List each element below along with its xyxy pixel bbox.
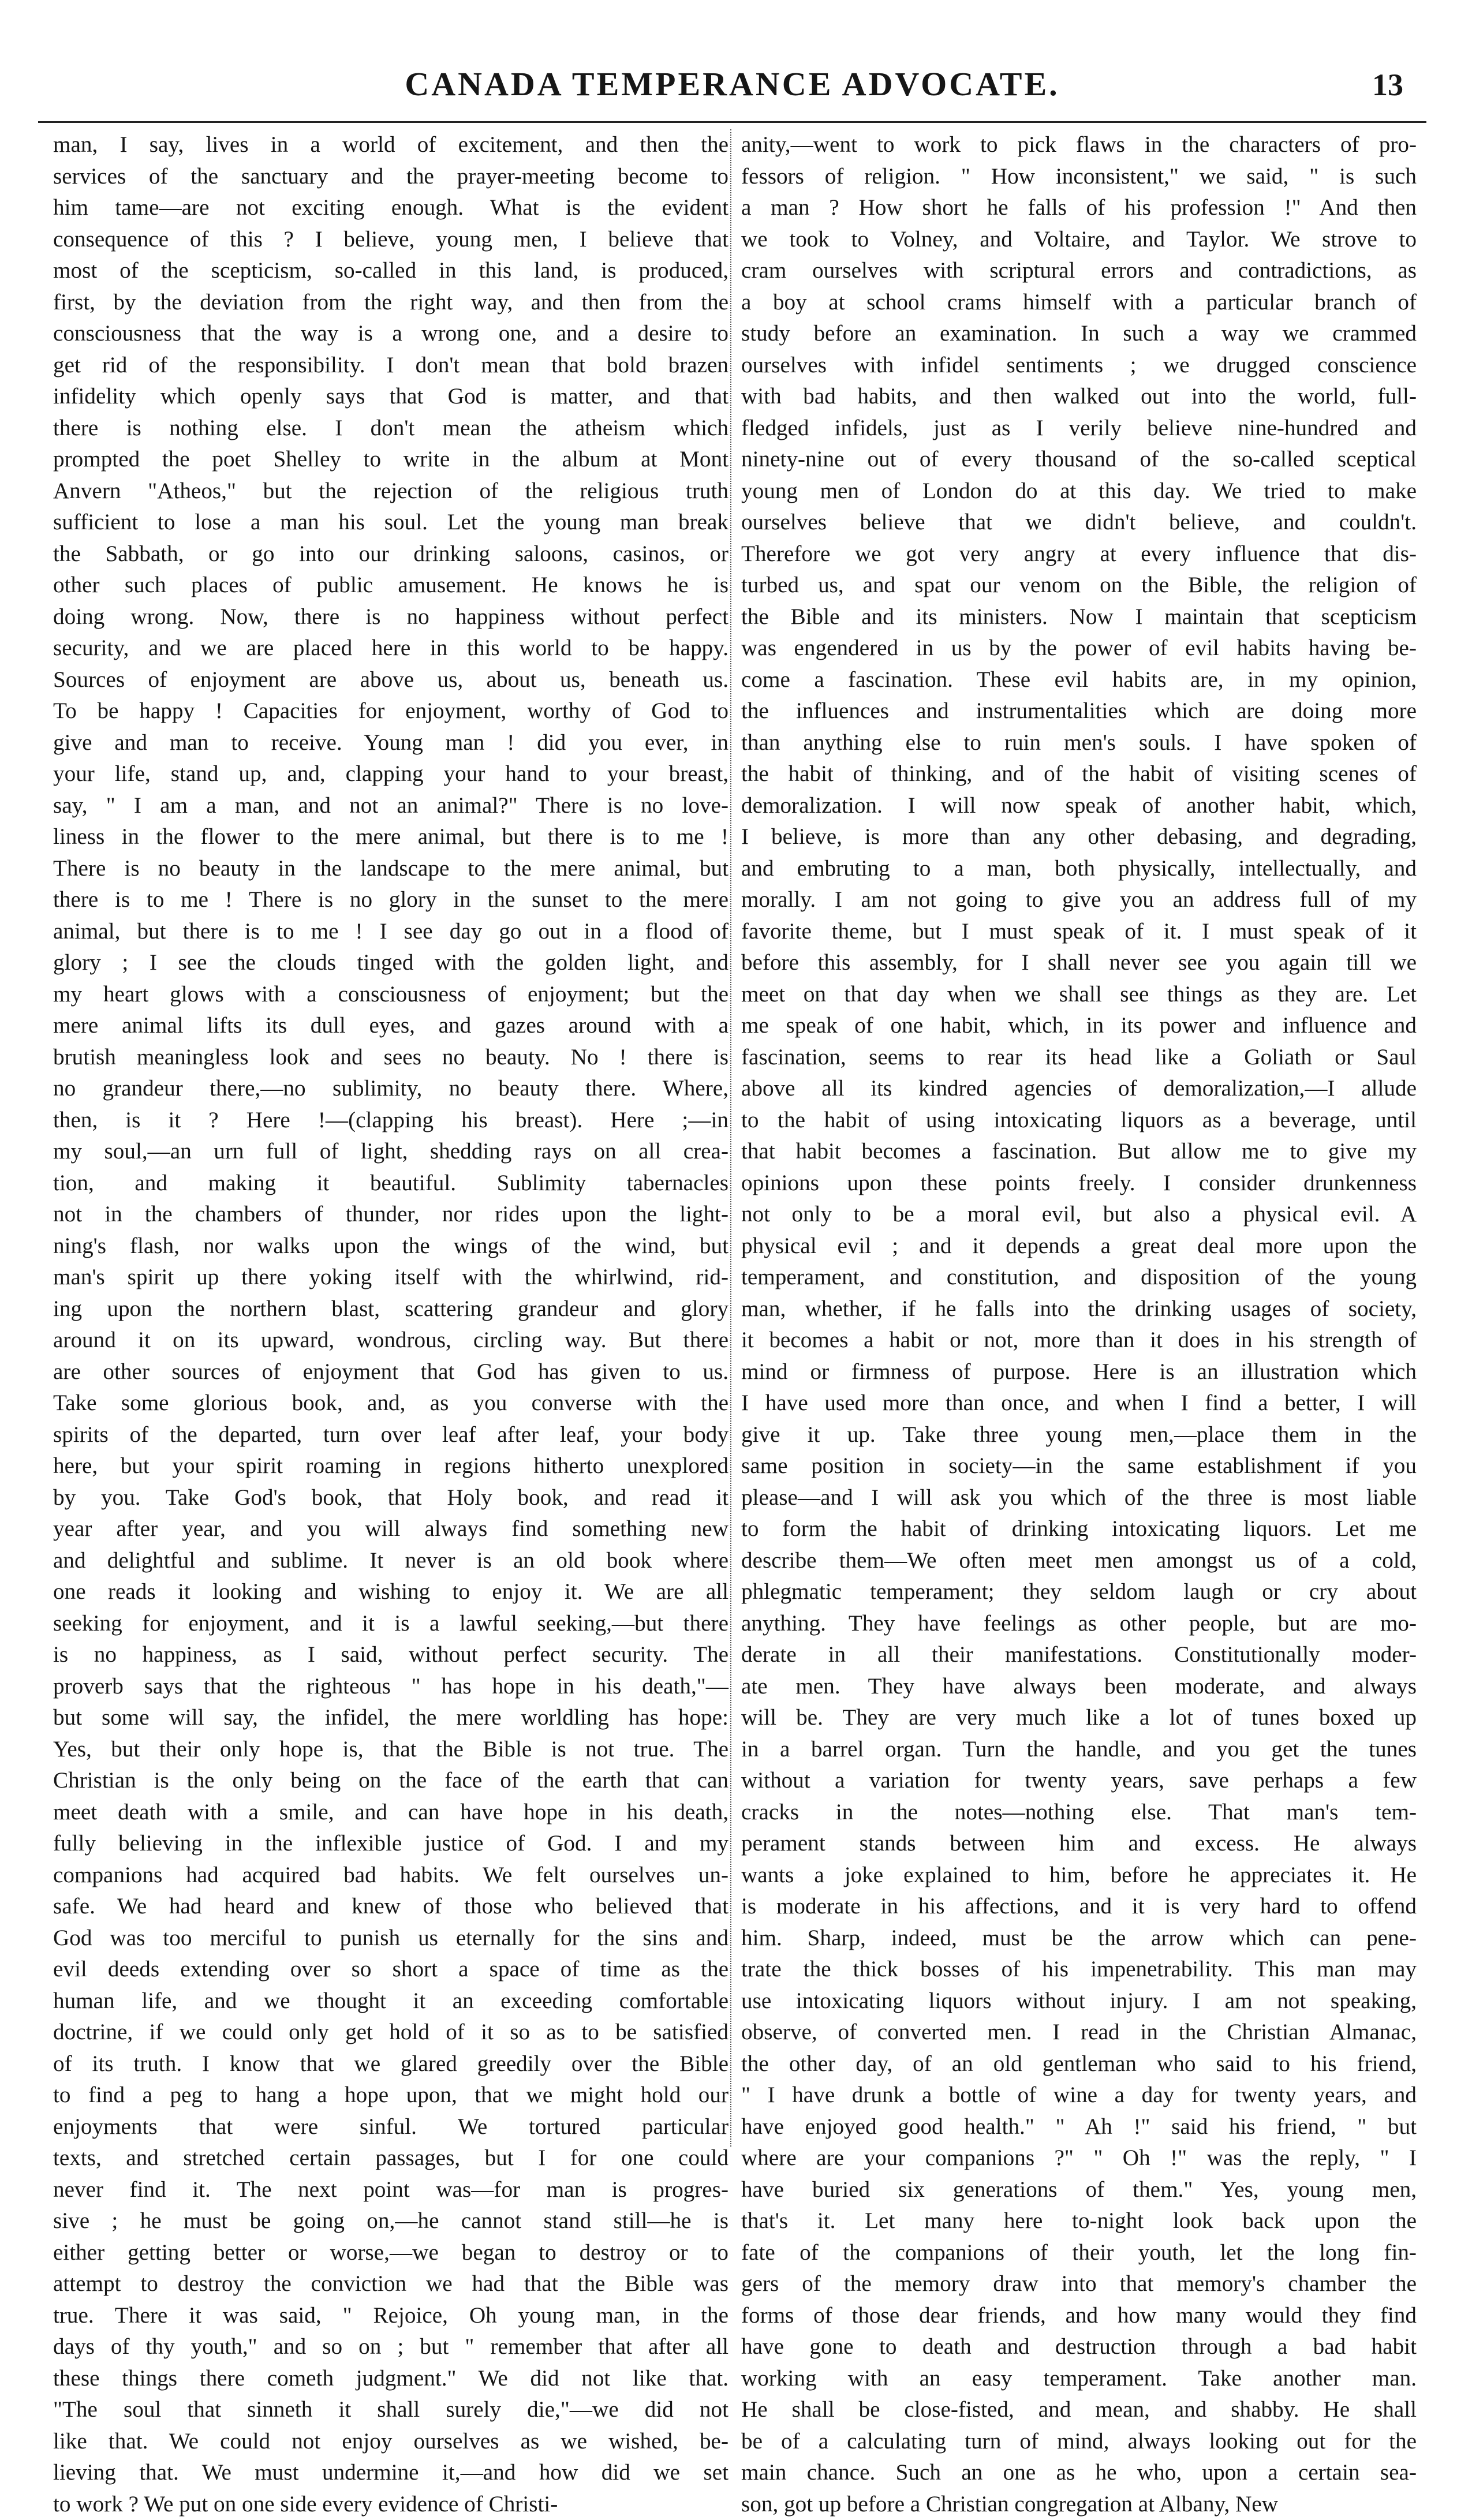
text-line: year after year, and you will always find something new [53, 1513, 728, 1545]
text-line: and embruting to a man, both physically, intellectually, and [741, 853, 1417, 885]
text-line: forms of those dear friends, and how many would they find [741, 2300, 1417, 2332]
text-line: it becomes a habit or not, more than it does in his strength of [741, 1325, 1417, 1356]
text-line: here, but your spirit roaming in regions hitherto unexplored [53, 1450, 728, 1482]
text-line: doing wrong. Now, there is no happiness without perfect [53, 601, 728, 633]
text-line: in a barrel organ. Turn the handle, and you get the tunes [741, 1734, 1417, 1766]
text-line: fascination, seems to rear its head like a Goliath or Saul [741, 1042, 1417, 1074]
text-line: "The soul that sinneth it shall surely die,"—we did not [53, 2394, 728, 2426]
text-line: fate of the companions of their youth, let the long fin- [741, 2237, 1417, 2269]
text-line: trate the thick bosses of his impenetrability. This man may [741, 1954, 1417, 1986]
text-line: that habit becomes a fascination. But allow me to give my [741, 1136, 1417, 1168]
text-line: these things there cometh judgment." We did not like that. [53, 2363, 728, 2395]
text-line: ourselves believe that we didn't believe, and couldn't. [741, 507, 1417, 539]
text-line: man, I say, lives in a world of excitement, and then the [53, 129, 728, 161]
text-line: physical evil ; and it depends a great deal more upon the [741, 1231, 1417, 1262]
text-line: is moderate in his affections, and it is very hard to offend [741, 1891, 1417, 1923]
text-line: not only to be a moral evil, but also a physical evil. A [741, 1199, 1417, 1231]
text-line: companions had acquired bad habits. We felt ourselves un- [53, 1860, 728, 1891]
text-line: the influences and instrumentalities which are doing more [741, 696, 1417, 727]
text-line: derate in all their manifestations. Constitutionally moder- [741, 1639, 1417, 1671]
text-line: Christian is the only being on the face of the earth that can [53, 1765, 728, 1797]
text-line: have enjoyed good health." " Ah !" said his friend, " but [741, 2111, 1417, 2143]
text-line: with bad habits, and then walked out into the world, full- [741, 381, 1417, 413]
text-line: enjoyments that were sinful. We tortured particular [53, 2111, 728, 2143]
text-line: the Sabbath, or go into our drinking saloons, casinos, or [53, 539, 728, 570]
text-line: him. Sharp, indeed, must be the arrow which can pene- [741, 1923, 1417, 1954]
text-line: the habit of thinking, and of the habit of visiting scenes of [741, 758, 1417, 790]
text-line: sive ; he must be going on,—he cannot stand still—he is [53, 2205, 728, 2237]
text-line: my soul,—an urn full of light, shedding rays on all crea- [53, 1136, 728, 1168]
text-line: other such places of public amusement. He knows he is [53, 570, 728, 601]
text-line: phlegmatic temperament; they seldom laugh or cry about [741, 1576, 1417, 1608]
text-line: cracks in the notes—nothing else. That man's tem- [741, 1797, 1417, 1829]
text-line: doctrine, if we could only get hold of it so as to be satisfied [53, 2017, 728, 2048]
text-line: He shall be close-fisted, and mean, and shabby. He shall [741, 2394, 1417, 2426]
text-line: consciousness that the way is a wrong one, and a desire to [53, 318, 728, 350]
text-line: without a variation for twenty years, save perhaps a few [741, 1765, 1417, 1797]
text-line: working with an easy temperament. Take another man. [741, 2363, 1417, 2395]
text-line: anity,—went to work to pick flaws in the characters of pro- [741, 129, 1417, 161]
text-line: evil deeds extending over so short a space of time as the [53, 1954, 728, 1986]
text-line: seeking for enjoyment, and it is a lawful seeking,—but there [53, 1608, 728, 1640]
text-line: young men of London do at this day. We tried to make [741, 476, 1417, 507]
text-line: be of a calculating turn of mind, always looking out for the [741, 2426, 1417, 2458]
page-header [38, 62, 1426, 113]
text-line: human life, and we thought it an exceeding comfortable [53, 1986, 728, 2017]
text-line: " I have drunk a bottle of wine a day for twenty years, and [741, 2080, 1417, 2111]
text-line: security, and we are placed here in this world to be happy. [53, 633, 728, 664]
text-line: not in the chambers of thunder, nor rides upon the light- [53, 1199, 728, 1231]
text-line: man's spirit up there yoking itself with the whirlwind, rid- [53, 1262, 728, 1293]
text-line: days of thy youth," and so on ; but " remember that after all [53, 2331, 728, 2363]
text-line: will be. They are very much like a lot of tunes boxed up [741, 1702, 1417, 1734]
text-line: my heart glows with a consciousness of enjoyment; but the [53, 979, 728, 1011]
text-line: either getting better or worse,—we began to destroy or to [53, 2237, 728, 2269]
text-line: then, is it ? Here !—(clapping his breast). Here ;—in [53, 1105, 728, 1136]
text-line: meet on that day when we shall see things as they are. Let [741, 979, 1417, 1011]
text-line: your life, stand up, and, clapping your hand to your breast, [53, 758, 728, 790]
text-line: by you. Take God's book, that Holy book, and read it [53, 1482, 728, 1514]
text-line: where are your companions ?" " Oh !" was the reply, " I [741, 2143, 1417, 2174]
text-line: services of the sanctuary and the prayer-meeting become to [53, 161, 728, 193]
text-line: God was too merciful to punish us eternally for the sins and [53, 1923, 728, 1954]
text-line: have gone to death and destruction through a bad habit [741, 2331, 1417, 2363]
text-line: to find a peg to hang a hope upon, that we might hold our [53, 2080, 728, 2111]
text-line: get rid of the responsibility. I don't mean that bold brazen [53, 350, 728, 382]
text-line: prompted the poet Shelley to write in the album at Mont [53, 444, 728, 476]
right-column [741, 129, 1417, 2520]
text-line: ourselves with infidel sentiments ; we drugged conscience [741, 350, 1417, 382]
text-line: liness in the flower to the mere animal, but there is to me ! [53, 821, 728, 853]
text-line: first, by the deviation from the right way, and then from the [53, 287, 728, 319]
text-line: lieving that. We must undermine it,—and how did we set [53, 2457, 728, 2489]
text-line: than anything else to ruin men's souls. I have spoken of [741, 727, 1417, 759]
text-line: above all its kindred agencies of demoralization,—I allude [741, 1073, 1417, 1105]
text-line: attempt to destroy the conviction we had that the Bible was [53, 2268, 728, 2300]
text-line: Yes, but their only hope is, that the Bible is not true. The [53, 1734, 728, 1766]
text-line: use intoxicating liquors without injury. I am not speaking, [741, 1986, 1417, 2017]
text-line: same position in society—in the same establishment if you [741, 1450, 1417, 1482]
text-line: him tame—are not exciting enough. What is the evident [53, 192, 728, 224]
text-line: I believe, is more than any other debasing, and degrading, [741, 821, 1417, 853]
text-line: the other day, of an old gentleman who said to his friend, [741, 2048, 1417, 2080]
text-line: mere animal lifts its dull eyes, and gazes around with a [53, 1010, 728, 1042]
text-line: around it on its upward, wondrous, circling way. But there [53, 1325, 728, 1356]
text-line: morally. I am not going to give you an address full of my [741, 884, 1417, 916]
text-line: wants a joke explained to him, before he appreciates it. He [741, 1860, 1417, 1891]
text-line: ate men. They have always been moderate, and always [741, 1671, 1417, 1703]
text-line: tion, and making it beautiful. Sublimity tabernacles [53, 1168, 728, 1199]
text-line: I have used more than once, and when I find a better, I will [741, 1388, 1417, 1419]
text-line: meet death with a smile, and can have hope in his death, [53, 1797, 728, 1829]
text-line: we took to Volney, and Voltaire, and Taylor. We strove to [741, 224, 1417, 256]
text-line: please—and I will ask you which of the three is most liable [741, 1482, 1417, 1514]
text-line: Take some glorious book, and, as you converse with the [53, 1388, 728, 1419]
text-line: describe them—We often meet men amongst us of a cold, [741, 1545, 1417, 1577]
text-line: opinions upon these points freely. I consider drunkenness [741, 1168, 1417, 1199]
text-line: gers of the memory draw into that memory's chamber the [741, 2268, 1417, 2300]
text-line: give it up. Take three young men,—place them in the [741, 1419, 1417, 1451]
text-line: ing upon the northern blast, scattering grandeur and glory [53, 1293, 728, 1325]
text-line: Therefore we got very angry at every influence that dis- [741, 539, 1417, 570]
text-line: that's it. Let many here to-night look back upon the [741, 2205, 1417, 2237]
text-line: there is nothing else. I don't mean the atheism which [53, 413, 728, 444]
text-line: favorite theme, but I must speak of it. I must speak of it [741, 916, 1417, 948]
publication-title: CANADA TEMPERANCE ADVOCATE. [38, 65, 1426, 103]
text-line: to work ? We put on one side every evidence of Christi- [53, 2489, 728, 2520]
text-line: mind or firmness of purpose. Here is an illustration which [741, 1356, 1417, 1388]
text-line: give and man to receive. Young man ! did you ever, in [53, 727, 728, 759]
text-line: spirits of the departed, turn over leaf after leaf, your body [53, 1419, 728, 1451]
text-line: to the habit of using intoxicating liquors as a beverage, until [741, 1105, 1417, 1136]
text-line: infidelity which openly says that God is matter, and that [53, 381, 728, 413]
text-line: is no happiness, as I said, without perfect security. The [53, 1639, 728, 1671]
text-line: observe, of converted men. I read in the Christian Almanac, [741, 2017, 1417, 2048]
text-line: fully believing in the inflexible justice of God. I and my [53, 1828, 728, 1860]
text-line: demoralization. I will now speak of another habit, which, [741, 790, 1417, 822]
text-line: There is no beauty in the landscape to the mere animal, but [53, 853, 728, 885]
text-line: study before an examination. In such a way we crammed [741, 318, 1417, 350]
text-line: Sources of enjoyment are above us, about us, beneath us. [53, 664, 728, 696]
text-line: and delightful and sublime. It never is an old book where [53, 1545, 728, 1577]
text-line: cram ourselves with scriptural errors and contradictions, as [741, 255, 1417, 287]
text-line: ninety-nine out of every thousand of the so-called sceptical [741, 444, 1417, 476]
text-line: of its truth. I know that we glared greedily over the Bible [53, 2048, 728, 2080]
text-line: to form the habit of drinking intoxicating liquors. Let me [741, 1513, 1417, 1545]
text-line: was engendered in us by the power of evil habits having be- [741, 633, 1417, 664]
text-line: a man ? How short he falls of his profession !" And then [741, 192, 1417, 224]
text-line: the Bible and its ministers. Now I maintain that scepticism [741, 601, 1417, 633]
text-line: main chance. Such an one as he who, upon a certain sea- [741, 2457, 1417, 2489]
text-line: fessors of religion. " How inconsistent," we said, " is such [741, 161, 1417, 193]
text-line: there is to me ! There is no glory in the sunset to the mere [53, 884, 728, 916]
text-line: never find it. The next point was—for man is progres- [53, 2174, 728, 2206]
text-line: son, got up before a Christian congregation at Albany, New [741, 2489, 1417, 2520]
text-line: consequence of this ? I believe, young men, I believe that [53, 224, 728, 256]
text-line: To be happy ! Capacities for enjoyment, worthy of God to [53, 696, 728, 727]
text-line: Anvern "Atheos," but the rejection of the religious truth [53, 476, 728, 507]
header-rule [38, 121, 1426, 123]
text-line: perament stands between him and excess. He always [741, 1828, 1417, 1860]
text-line: man, whether, if he falls into the drinking usages of society, [741, 1293, 1417, 1325]
page-number: 13 [1372, 67, 1403, 103]
text-line: but some will say, the infidel, the mere worldling has hope: [53, 1702, 728, 1734]
text-line: anything. They have feelings as other people, but are mo- [741, 1608, 1417, 1640]
text-line: true. There it was said, " Rejoice, Oh young man, in the [53, 2300, 728, 2332]
text-line: like that. We could not enjoy ourselves as we wished, be- [53, 2426, 728, 2458]
text-line: before this assembly, for I shall never see you again till we [741, 947, 1417, 979]
text-line: me speak of one habit, which, in its power and influence and [741, 1010, 1417, 1042]
text-line: are other sources of enjoyment that God has given to us. [53, 1356, 728, 1388]
text-line: a boy at school crams himself with a particular branch of [741, 287, 1417, 319]
text-line: glory ; I see the clouds tinged with the golden light, and [53, 947, 728, 979]
text-line: come a fascination. These evil habits are, in my opinion, [741, 664, 1417, 696]
text-line: have buried six generations of them." Yes, young men, [741, 2174, 1417, 2206]
text-line: one reads it looking and wishing to enjoy it. We are all [53, 1576, 728, 1608]
text-line: texts, and stretched certain passages, but I for one could [53, 2143, 728, 2174]
column-divider [730, 129, 731, 2147]
text-line: sufficient to lose a man his soul. Let the young man break [53, 507, 728, 539]
text-line: say, " I am a man, and not an animal?" There is no love- [53, 790, 728, 822]
text-line: brutish meaningless look and sees no beauty. No ! there is [53, 1042, 728, 1074]
text-line: most of the scepticism, so-called in this land, is produced, [53, 255, 728, 287]
text-line: proverb says that the righteous " has hope in his death,"— [53, 1671, 728, 1703]
text-line: no grandeur there,—no sublimity, no beauty there. Where, [53, 1073, 728, 1105]
text-line: temperament, and constitution, and disposition of the young [741, 1262, 1417, 1293]
text-line: fledged infidels, just as I verily believe nine-hundred and [741, 413, 1417, 444]
left-column [53, 129, 728, 2520]
text-line: turbed us, and spat our venom on the Bible, the religion of [741, 570, 1417, 601]
text-line: ning's flash, nor walks upon the wings of the wind, but [53, 1231, 728, 1262]
text-line: safe. We had heard and knew of those who believed that [53, 1891, 728, 1923]
text-line: animal, but there is to me ! I see day go out in a flood of [53, 916, 728, 948]
